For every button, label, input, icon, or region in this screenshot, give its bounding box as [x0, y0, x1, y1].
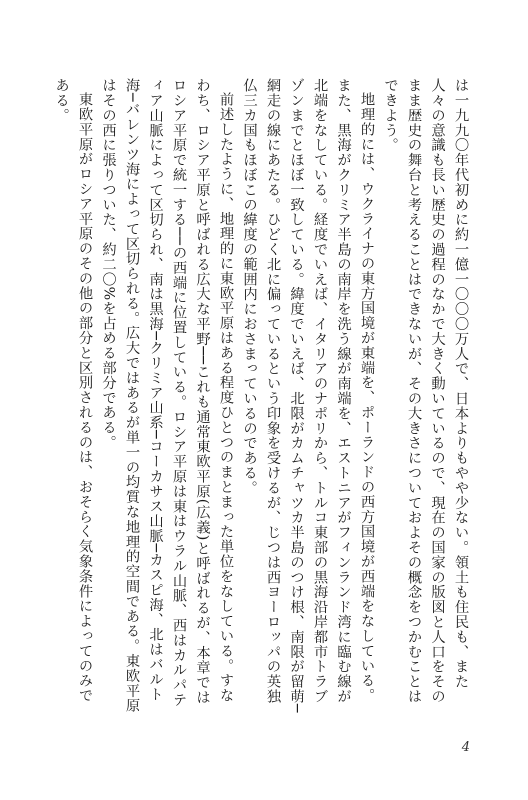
paragraph-1: は一九九〇年代初めに約一億一〇〇〇万人で、日本よりもやや少ない。領土も住民も、また人々の意識も長い歴史の過程のなかで大きく動いているので、現在の国家の版図と人口をそのまま歴史の舞台と考えることはできないが、その大きさについておよその概念をつかむことはできよう。 [382, 78, 469, 704]
body-text [52, 78, 472, 716]
paragraph-3: 前述したように、地理的に東欧平原はある程度ひとつのまとまった単位をなしている。すなわち、ロシア平原と呼ばれる広大な平野──これも通常東欧平原(広義)と呼ばれるが、本章ではロシア平原で統一する──の西端に位置している。ロシア平原は東はウラル山脈、西はカルパティア山脈によって区切られ、南は黒海─クリミア山系─コーカサス山脈─カスピ海、北はバルト海─バレンツ海によって区切られる。広大ではあるが単一の均質な地理的空間である。東欧平原はその西に張りついた、約二〇%を占める部分である。 [100, 78, 234, 714]
paragraph-2: 地理的には、ウクライナの東方国境が東端を、ポーランドの西方国境が西端をなしている。また、黒海がクリミア半島の南岸を洗う線が南端を、エストニアがフィンランド湾に臨む線が北端をなしている。経度でいえば、イタリアのナポリから、トルコ東部の黒海沿岸都市トラブゾンまでとほぼ一致している。緯度でいえば、北限がカムチャツカ半島のつけ根、南限が留萌─網走の線にあたる。ひどく北に偏っているという印象を受けるが、じつは西ヨーロッパの英独仏三カ国もほぼこの緯度の範囲内におさまっているのである。 [241, 78, 375, 714]
page-number: 4 [461, 740, 470, 755]
paragraph-4: 東欧平原がロシア平原のその他の部分と区別されるのは、おそらく気象条件によってのみである。 [53, 78, 93, 704]
